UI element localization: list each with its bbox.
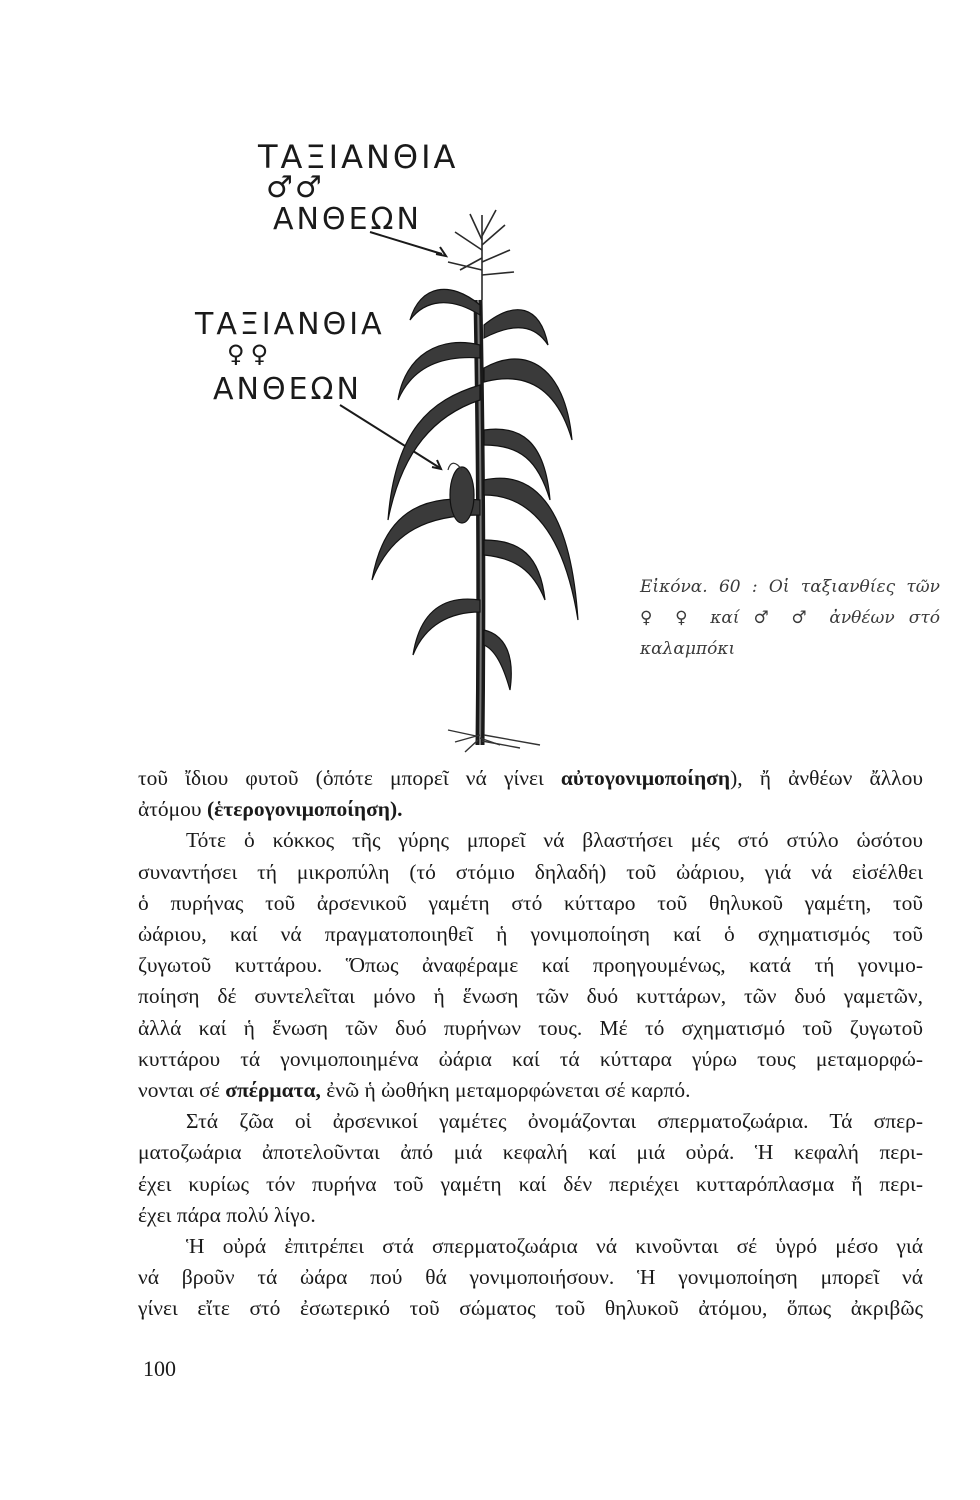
ear	[450, 467, 474, 523]
male-inflorescence-title: ΤΑΞΙΑΝΘΙΑ	[258, 138, 459, 176]
text-line: γίνει εἴτε στό ἐσωτερικό τοῦ σώματος τοῦ θηλυκοῦ ἀτόμου, ὅπως ἀκριβῶς	[138, 1296, 923, 1321]
text-line: ὁ πυρήνας τοῦ ἀρσενικοῦ γαμέτη στό κύτταρο τοῦ θηλυκοῦ γαμέτη, τοῦ	[138, 890, 923, 915]
roots	[448, 730, 540, 752]
text-line: ἀτόμου (ἑτερογονιμοποίηση).	[138, 797, 403, 822]
female-inflorescence-title: ΤΑΞΙΑΝΘΙΑ	[195, 307, 385, 342]
page-number: 100	[143, 1356, 176, 1381]
leaves-right	[484, 310, 578, 690]
text-line: κυττάρου τά γονιμοποιημένα ὠάρια καί τά κύτταρα γύρω τους μεταμορφώ-	[138, 1046, 923, 1071]
male-pointer-line	[370, 232, 442, 254]
male-symbols: ♂♂	[266, 170, 324, 205]
text-line: ματοζωάρια ἀποτελοῦνται ἀπό μιά κεφαλή καί μιά οὐρά. Ἡ κεφαλή περι-	[138, 1140, 923, 1165]
figure-caption	[640, 572, 940, 665]
tassel	[448, 210, 514, 300]
text-line: ζυγωτοῦ κυττάρου. Ὅπως ἀναφέραμε καί προηγουμένως, κατά τή γονιμο-	[138, 953, 923, 978]
text-line: νονται σέ σπέρματα, ἐνῶ ἡ ὠοθήκη μεταμορφώνεται σέ καρπό.	[138, 1078, 691, 1103]
text-line: ποίηση δέ συντελεῖται μόνο ἡ ἕνωση τῶν δυό κυττάρων, τῶν δυό γαμετῶν,	[138, 984, 923, 1009]
female-symbols: ♀♀	[227, 340, 275, 368]
text-line: συναντήσει τή μικροπύλη (τό στόμιο δηλαδή) τοῦ ὠάριου, γιά νά εἰσέλθει	[138, 859, 923, 884]
text-line: Στά ζῶα οἱ ἀρσενικοί γαμέτες ὀνομάζονται σπερματοζωάρια. Τά σπερ-	[186, 1109, 923, 1134]
male-flowers-label: ΑΝΘΕΩΝ	[273, 202, 422, 237]
caption-line: καλαμπόκι	[640, 639, 736, 659]
text-line: έχει κυρίως τόν πυρήνα τοῦ γαμέτη καί δέν περιέχει κυτταρόπλασμα ἤ περι-	[138, 1171, 923, 1196]
body-text	[138, 763, 923, 1325]
female-flowers-label: ΑΝΘΕΩΝ	[213, 372, 362, 407]
text-line: έχει πάρα πολύ λίγο.	[138, 1202, 316, 1227]
text-line: Ἡ οὐρά ἐπιτρέπει στά σπερματοζωάρια νά κινοῦνται σέ ὑγρό μέσο γιά	[186, 1234, 923, 1259]
caption-line: ♀ ♀ καί ♂ ♂ ἀνθέων στό	[640, 608, 940, 628]
text-line: ἀλλά καί ἡ ἕνωση τῶν δυό πυρήνων τους. Μέ τό σχηματισμό τοῦ ζυγωτοῦ	[138, 1015, 923, 1040]
corn-plant-illustration	[180, 190, 600, 760]
text-line: νά βροῦν τά ὠάρα πού θά γονιμοποιήσουν. Ἡ γονιμοποίηση μπορεῖ νά	[138, 1265, 923, 1290]
text-line: Τότε ὁ κόκκος τῆς γύρης μπορεῖ νά βλαστήσει μές στό στύλο ὡσότου	[186, 828, 923, 853]
text-line: ὠάριου, καί νά πραγματοποιηθεῖ ἡ γονιμοποίηση καί ὁ σχηματισμός τοῦ	[138, 922, 923, 947]
text-line: τοῦ ἴδιου φυτοῦ (ὁπότε μπορεῖ νά γίνει αὐτογονιμοποίηση), ἤ ἀνθέων ἄλλου	[138, 766, 923, 790]
caption-line: Εἰκόνα. 60 : Οἱ ταξιανθίες τῶν	[640, 577, 940, 597]
